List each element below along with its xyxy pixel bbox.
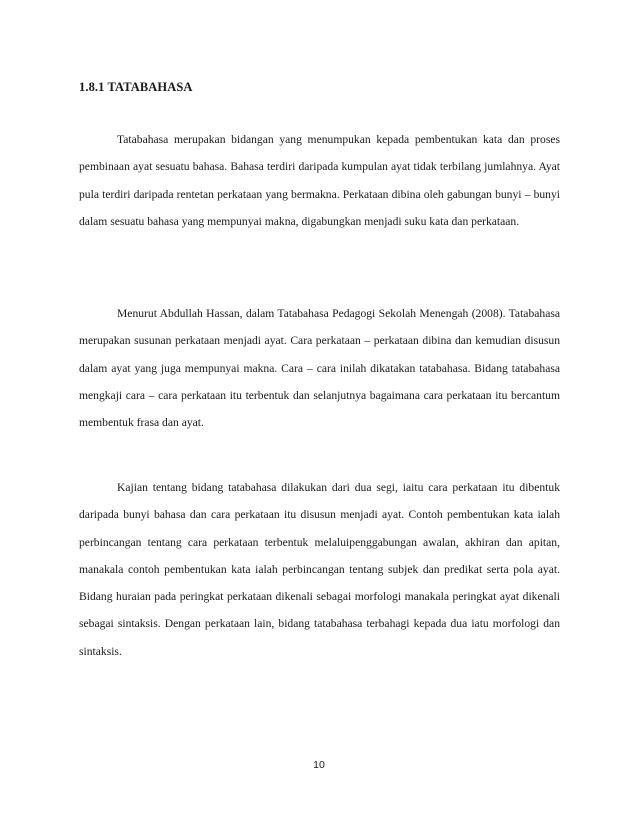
paragraph-definition: Tatabahasa merupakan bidangan yang menumpukan kepada pembentukan kata dan proses pembinaan ayat sesuatu bahasa. Bahasa terdiri daripada kumpulan ayat tidak terbilang jumlahnya. Ayat pula terdiri daripada rentetan perkataan yang bermakna. Perkataan dibina oleh gabungan bunyi – bunyi dalam sesuatu bahasa yang mempunyai makna, digabungkan menjadi suku kata dan perkataan. [79,133,560,228]
paragraph-kajian: Kajian tentang bidang tatabahasa dilakukan dari dua segi, iaitu cara perkataan itu dibentuk daripada bunyi bahasa dan cara perkataan itu disusun menjadi ayat. Contoh pembentukan kata ialah perbincangan tentang cara perkataan terbentuk melaluipenggabungan awalan, akhiran dan apitan, manakala contoh pembentukan kata ialah perbincangan tentang subjek dan predikat serta pola ayat. Bidang huraian pada peringkat perkataan dikenali sebagai morfologi manakala peringkat ayat dikenali sebagai sintaksis. Dengan perkataan lain, bidang tatabahasa terbahagi kepada dua iatu morfologi dan sintaksis. [79,481,560,658]
section-heading: 1.8.1 TATABAHASA [79,80,193,94]
page-number: 10 [313,759,325,771]
paragraph-abdullah-hassan: Menurut Abdullah Hassan, dalam Tatabahasa Pedagogi Sekolah Menengah (2008). Tatabahasa merupakan susunan perkataan menjadi ayat. Cara perkataan – perkataan dibina dan kemudian disusun dalam ayat yang juga mempunyai makna. Cara – cara inilah dikatakan tatabahasa. Bidang tatabahasa mengkaji cara – cara perkataan itu terbentuk dan selanjutnya bagaimana cara perkataan itu bercantum membentuk frasa dan ayat. [79,307,560,430]
